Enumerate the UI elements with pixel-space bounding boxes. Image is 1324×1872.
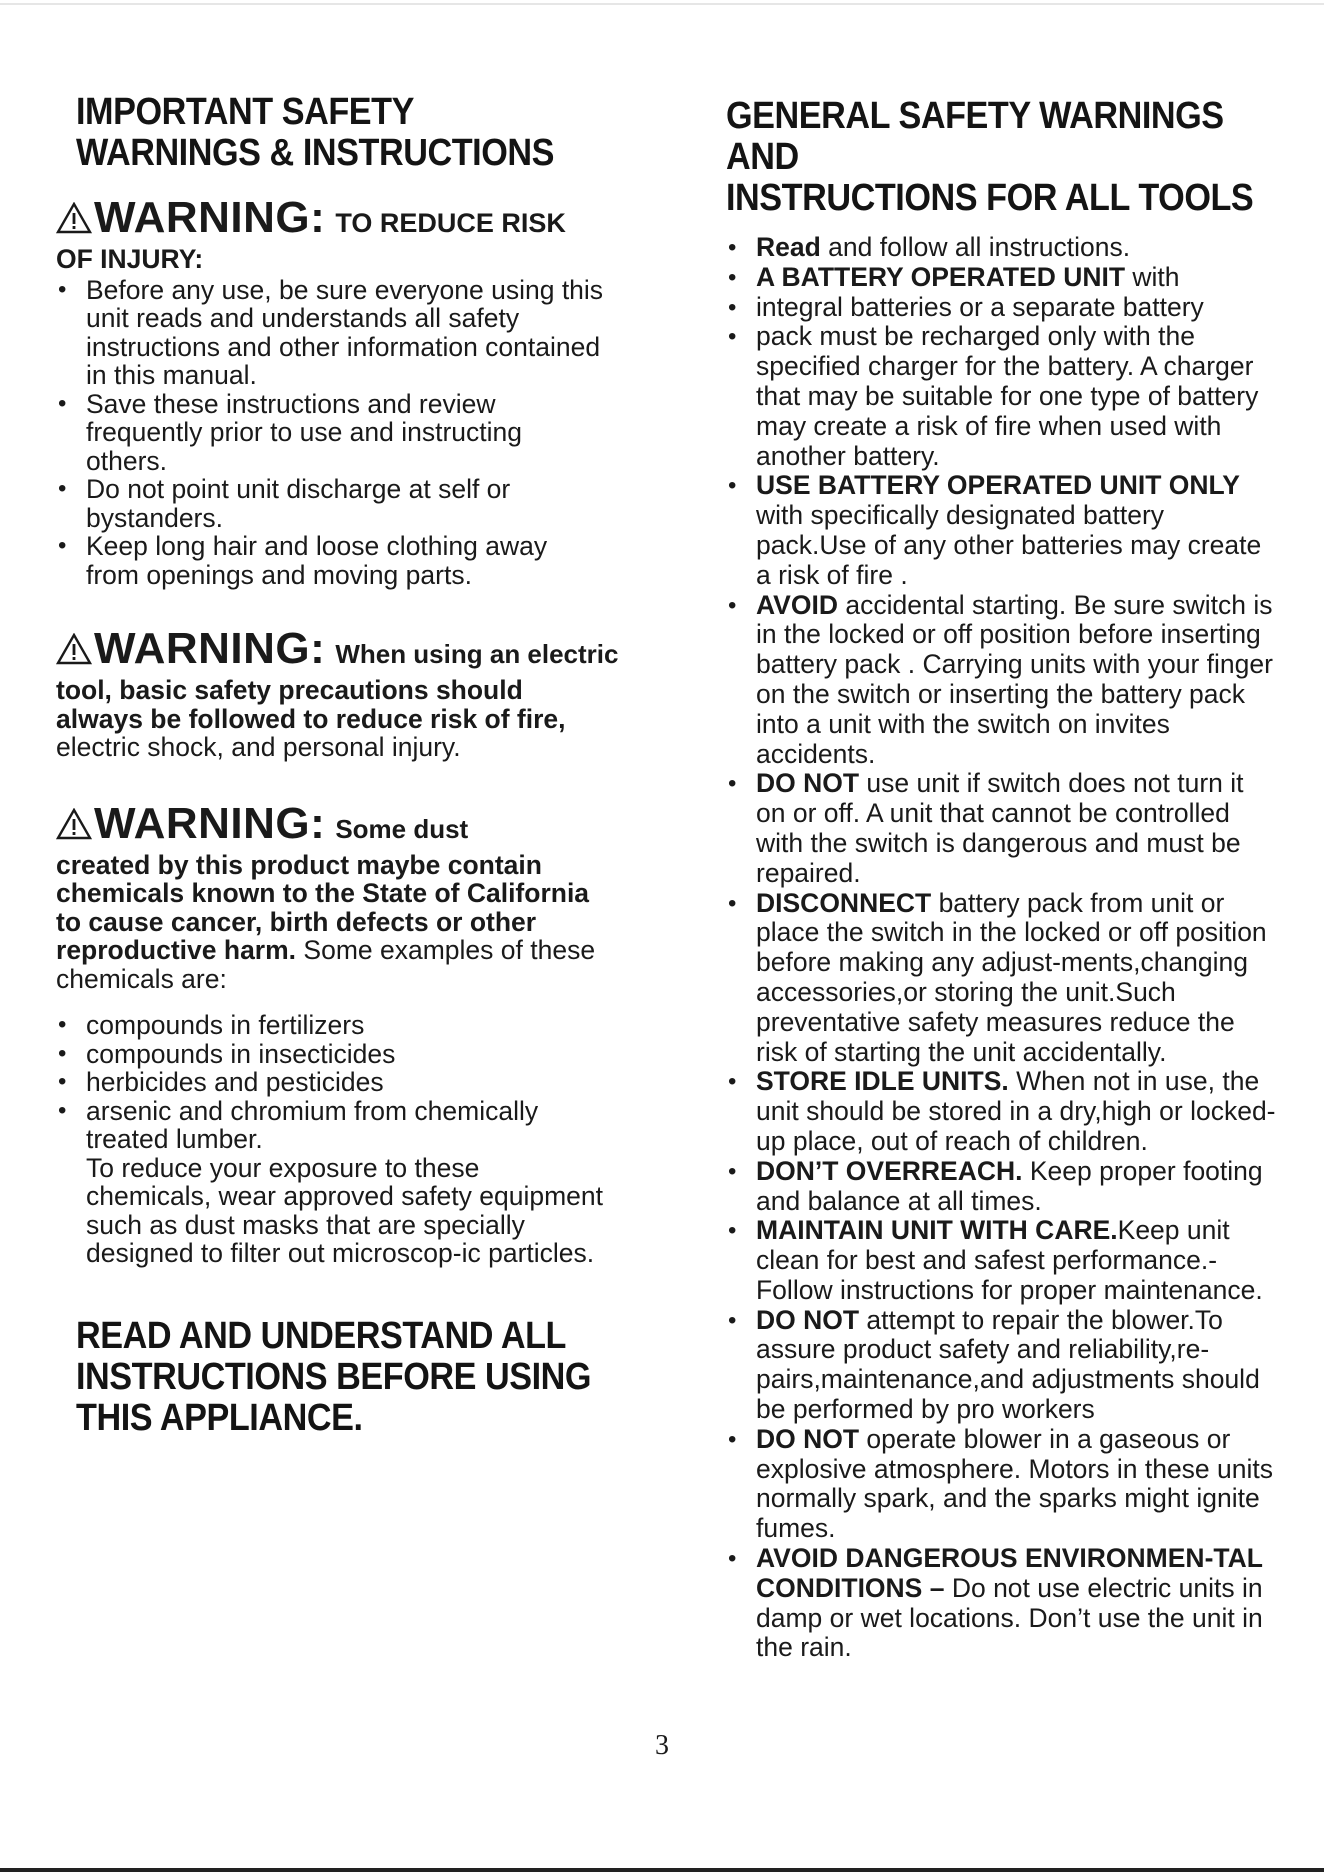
item-text: pack must be recharged only with the specified charger for the battery. A charger that may be suitable for one type of battery may create a risk of fire when used with another battery. [756,321,1259,471]
general-safety-list [726,233,1276,1663]
item-keyword: AVOID [756,589,838,620]
warning-label: WARNING: [94,193,326,242]
list-item [726,1067,1276,1156]
item-text: use unit if switch does not turn it on or off. A unit that cannot be controlled with the switch is dangerous and must be repaired. [756,768,1244,888]
exposure-advice: To reduce your exposure to these chemicals, wear approved safety equipment such as dust masks that are specially designed to filter out microscop-ic particles. [86,1152,604,1268]
item-text: Keep unit clean for best and safest performance.-Follow instructions for proper maintenance. [756,1215,1263,1305]
list-item [726,1544,1276,1663]
list-item [726,233,1276,263]
item-keyword: USE BATTERY OPERATED UNIT ONLY [756,470,1240,501]
item-text: battery pack from unit or place the switch in the locked or off position before making any adjust-ments,changing accessories,or storing the unit.Such preventative safety measures reduce the risk of starting the unit accidentally. [756,887,1267,1067]
injury-list [56,276,636,590]
item-keyword: MAINTAIN UNIT WITH CARE. [756,1215,1118,1246]
list-item: • arsenic and chromium from chemically treated lumber. [56,1097,586,1154]
list-item [726,1425,1276,1544]
list-item: • Before any use, be sure everyone using this unit reads and understands all safety instructions and other information contained in this manual. [56,276,606,390]
warning-label: WARNING: [94,624,326,673]
warning-subtitle: TO REDUCE RISK [335,208,566,238]
list-item: • Save these instructions and review frequently prior to use and instructing others. [56,390,566,476]
warning-triangle-icon [56,808,92,840]
safety-heading-line-1: IMPORTANT SAFETY [76,91,414,133]
item-keyword: DO NOT [756,1423,860,1454]
list-item: • compounds in fertilizers [56,1011,636,1040]
top-rule [0,3,1324,5]
item-text: with specifically designated battery pack.Use of any other batteries may create a risk of fire . [756,500,1262,590]
item-text: integral batteries or a separate battery [756,291,1204,322]
warning-chemicals-rest: Some examples of these chemicals are: [56,935,596,994]
warning-chemicals-text [56,851,596,994]
list-item [726,1157,1276,1217]
safety-heading-line-2: WARNINGS & INSTRUCTIONS [76,132,554,174]
item-text: attempt to repair the blower.To assure product safety and reliability,re-pairs,maintenance,and adjustments should be performed by pro workers [756,1304,1260,1425]
general-safety-heading [726,96,1284,219]
warning-chemicals-bold: created by this product maybe contain chemicals known to the State of California to cause cancer, birth defects or other reproductive harm. [56,849,590,965]
list-item [726,322,1276,471]
item-keyword: DON’T OVERREACH. [756,1155,1023,1186]
warning-continuation: OF INJURY: [56,244,204,274]
warning-electric-text [56,676,586,762]
general-safety-heading-line-2: INSTRUCTIONS FOR ALL TOOLS [726,177,1254,219]
list-item [726,471,1276,590]
general-safety-heading-line-1: GENERAL SAFETY WARNINGS AND [726,95,1224,178]
item-keyword: DO NOT [756,1304,860,1335]
item-text: with [1125,261,1180,292]
warning-injury [56,193,636,590]
item-text: When not in use, the unit should be stored in a dry,high or locked-up place, out of reach of children. [756,1066,1276,1156]
read-instructions-line-2: INSTRUCTIONS BEFORE USING [76,1355,592,1398]
list-item [726,263,1276,293]
read-instructions-heading [76,1316,652,1439]
list-item: • herbicides and pesticides [56,1068,636,1097]
item-keyword: STORE IDLE UNITS. [756,1066,1009,1097]
item-text: and follow all instructions. [820,232,1131,262]
list-item [726,1216,1276,1305]
right-column [726,96,1276,1663]
list-item [726,1306,1276,1425]
item-text: accidental starting. Be sure switch is in the locked or off position before inserting battery pack . Carrying units with your finger on the switch or inserting the battery pack into a unit with the switch on invites accidents. [756,589,1273,769]
warning-chemicals-title [56,798,636,851]
read-instructions-line-3: THIS APPLIANCE. [76,1396,363,1439]
warning-label: WARNING: [94,798,326,848]
warning-electric [56,624,636,762]
safety-heading [76,92,652,174]
warning-chemicals [56,798,636,1268]
chemicals-list [56,1011,636,1154]
warning-triangle-icon [56,633,92,665]
left-column [56,92,636,1439]
item-keyword: DISCONNECT [756,887,932,918]
list-item [726,293,1276,323]
page-number: 3 [655,1730,669,1761]
item-text: Do not use electric units in damp or wet locations. Don’t use the unit in the rain. [756,1572,1263,1663]
list-item [726,769,1276,888]
warning-electric-bold: tool, basic safety precautions should always be followed to reduce risk of fire, [56,675,566,734]
warning-electric-rest: electric shock, and personal injury. [56,732,461,762]
list-item: • Do not point unit discharge at self or bystanders. [56,475,576,532]
item-keyword: AVOID DANGEROUS ENVIRONMEN-TAL CONDITIONS – [756,1543,1263,1603]
warning-electric-title [56,624,636,676]
item-text: operate blower in a gaseous or explosive atmosphere. Motors in these units normally spark, and the sparks might ignite fumes. [756,1423,1274,1544]
list-item [726,591,1276,770]
item-keyword: A BATTERY OPERATED UNIT [756,261,1126,292]
read-instructions-line-1: READ AND UNDERSTAND ALL [76,1314,566,1357]
list-item [726,889,1276,1068]
list-item: • compounds in insecticides [56,1040,636,1069]
item-text: Keep proper footing and balance at all times. [756,1155,1263,1216]
warning-injury-title [56,193,636,245]
warning-subtitle: When using an electric [335,639,619,669]
warning-triangle-icon [56,202,92,234]
item-keyword: Read [756,232,821,262]
item-keyword: DO NOT [756,768,860,799]
list-item: • Keep long hair and loose clothing away from openings and moving parts. [56,532,596,589]
bottom-rule [0,1868,1324,1872]
warning-subtitle: Some dust [335,813,469,844]
